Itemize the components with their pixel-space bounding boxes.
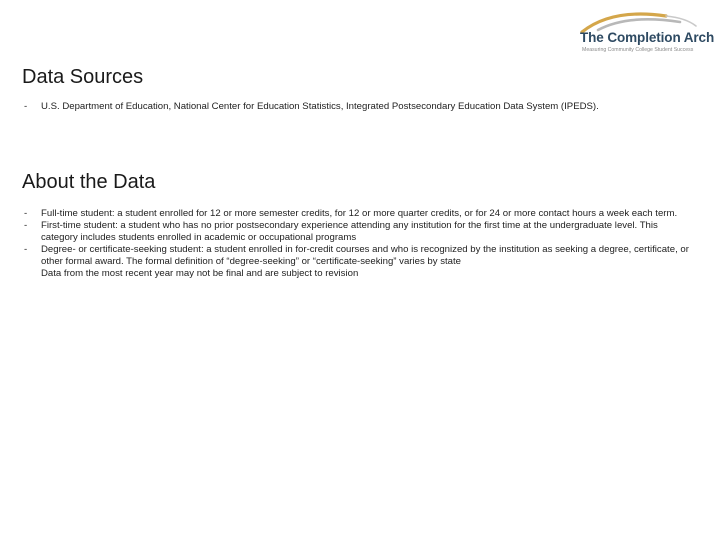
logo-tagline: Measuring Community College Student Success	[582, 47, 694, 53]
bullet-dash: -	[24, 101, 28, 112]
data-sources-list	[22, 101, 692, 113]
bullet-dash: -	[24, 244, 28, 255]
logo-title: The Completion Arch	[580, 30, 715, 45]
bullet-dash: -	[24, 220, 28, 231]
list-item	[22, 268, 692, 280]
list-item	[22, 244, 692, 268]
list-item	[22, 208, 692, 220]
completion-arch-logo	[568, 12, 715, 60]
list-item-text: Full-time student: a student enrolled for 12 or more semester credits, for 12 or more quarter credits, or for 24 or more contact hours a week each term.	[41, 208, 678, 219]
list-item-text: U.S. Department of Education, National Center for Education Statistics, Integrated Postsecondary Education Data System (IPEDS).	[41, 101, 599, 112]
data-sources-heading: Data Sources	[22, 66, 144, 88]
list-item	[22, 220, 692, 244]
list-item	[22, 101, 692, 113]
about-data-list	[22, 208, 692, 280]
list-item-text: Degree- or certificate-seeking student: a student enrolled in for-credit courses and who is recognized by the institution as seeking a degree, certificate, or other formal award. The formal definition of “degree-seeking” or “certificate-seeking” varies by state	[41, 244, 689, 267]
bullet-dash: -	[24, 208, 28, 219]
about-data-heading: About the Data	[22, 171, 156, 193]
list-item-text: First-time student: a student who has no prior postsecondary experience attending any institution for the first time at the undergraduate level. This category includes students enrolled in academic or occupational programs	[41, 220, 658, 243]
list-item-text: Data from the most recent year may not be final and are subject to revision	[41, 268, 359, 279]
